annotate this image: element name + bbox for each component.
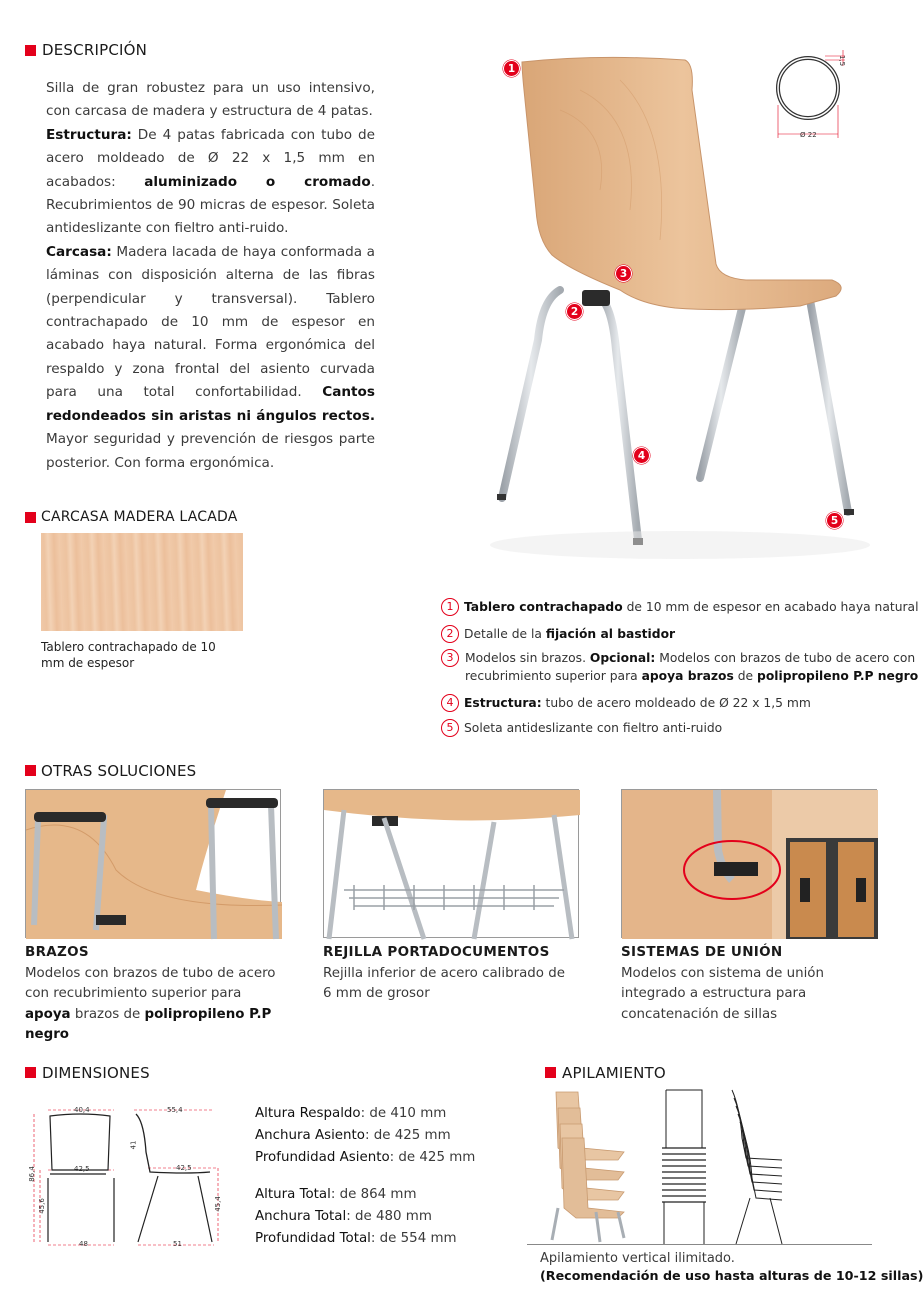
front-seat-height-label: 45,6 <box>37 1198 46 1214</box>
chair-pin-1: 1 <box>503 60 520 77</box>
union-title: SISTEMAS DE UNIÓN <box>621 944 783 960</box>
dim-line: Altura Respaldo: de 410 mm <box>255 1106 447 1121</box>
union-photo <box>621 789 877 938</box>
section-marker <box>25 512 36 523</box>
side-bottom-label: 51 <box>173 1240 182 1248</box>
chair-pin-4: 4 <box>633 447 650 464</box>
side-seat-label: 42,5 <box>176 1164 192 1172</box>
otras-soluciones-heading: OTRAS SOLUCIONES <box>41 762 197 780</box>
apilamiento-line1: Apilamiento vertical ilimitado. <box>540 1251 735 1266</box>
brazos-title: BRAZOS <box>25 944 89 960</box>
front-seat-label: 42,5 <box>74 1165 90 1173</box>
descripcion-text <box>46 77 375 475</box>
brazos-desc: Modelos con brazos de tubo de acero con recubrimiento superior para apoya brazos de polipropileno P.P negro <box>25 966 276 1042</box>
tube-thickness-label: 1,5 <box>838 55 846 67</box>
dim-line: Altura Total: de 864 mm <box>255 1187 417 1202</box>
dim-line: Anchura Total: de 480 mm <box>255 1209 432 1224</box>
front-height-label: 86,4 <box>27 1166 36 1182</box>
apilamiento-divider <box>527 1244 872 1245</box>
section-marker <box>25 1067 36 1078</box>
wood-swatch <box>41 533 243 631</box>
stack-side-diagram <box>726 1088 786 1246</box>
dim-line: Anchura Asiento: de 425 mm <box>255 1128 451 1143</box>
side-top-label: 55,4 <box>167 1106 183 1114</box>
rejilla-photo <box>323 789 579 938</box>
front-bottom-label: 48 <box>79 1240 88 1248</box>
stack-photo <box>548 1088 632 1244</box>
front-top-label: 40,4 <box>74 1106 90 1114</box>
apilamiento-line2: (Recomendación de uso hasta alturas de 10-12 sillas) <box>540 1268 923 1283</box>
union-desc: Modelos con sistema de unión integrado a estructura para concatenación de sillas <box>621 966 824 1022</box>
stack-front-diagram <box>660 1088 708 1246</box>
front-view-diagram <box>26 1102 126 1250</box>
tube-diameter-label: Ø 22 <box>800 131 817 139</box>
descripcion-estructura: Estructura: De 4 patas fabricada con tubo de acero moldeado de Ø 22 x 1,5 mm en acabados: aluminizado o cromado. Recubrimientos de 90 micras de espesor. Soleta antideslizante con fieltro anti-ruido. <box>46 126 376 237</box>
descripcion-intro: Silla de gran robustez para un uso intensivo, con carcasa de madera y estructura de 4 patas. <box>46 80 375 120</box>
chair-pin-3: 3 <box>615 265 632 282</box>
side-seat-height-label: 45,4 <box>213 1196 222 1212</box>
section-marker <box>25 45 36 56</box>
brazos-photo <box>25 789 281 938</box>
dimensiones-heading: DIMENSIONES <box>42 1064 150 1082</box>
section-marker <box>545 1067 556 1078</box>
rejilla-title: REJILLA PORTADOCUMENTOS <box>323 944 550 960</box>
side-back-label: 41 <box>129 1140 138 1150</box>
carcasa-heading: CARCASA MADERA LACADA <box>41 509 238 525</box>
wood-swatch-caption: Tablero contrachapado de 10 mm de espesor <box>41 640 216 670</box>
chair-pin-5: 5 <box>826 512 843 529</box>
dim-line: Profundidad Total: de 554 mm <box>255 1231 457 1246</box>
dim-line: Profundidad Asiento: de 425 mm <box>255 1150 476 1165</box>
descripcion-heading: DESCRIPCIÓN <box>42 41 148 59</box>
descripcion-carcasa: Carcasa: Madera lacada de haya conformada a láminas con disposición alterna de las fibras (perpendicular y transversal). Tablero contrachapado de 10 mm de espesor en acabado haya natural. Forma ergonómica del respaldo y zona frontal del asiento curvada para una total confortabilidad. Cantos redondeados sin aristas ni ángulos rectos. Mayor seguridad y prevención de riesgos parte posterior. Con forma ergonómica. <box>46 243 375 471</box>
apilamiento-heading: APILAMIENTO <box>562 1064 666 1082</box>
rejilla-desc: Rejilla inferior de acero calibrado de 6 mm de grosor <box>323 966 565 1002</box>
section-marker <box>25 765 36 776</box>
side-view-diagram <box>128 1102 228 1250</box>
chair-pin-2: 2 <box>566 303 583 320</box>
